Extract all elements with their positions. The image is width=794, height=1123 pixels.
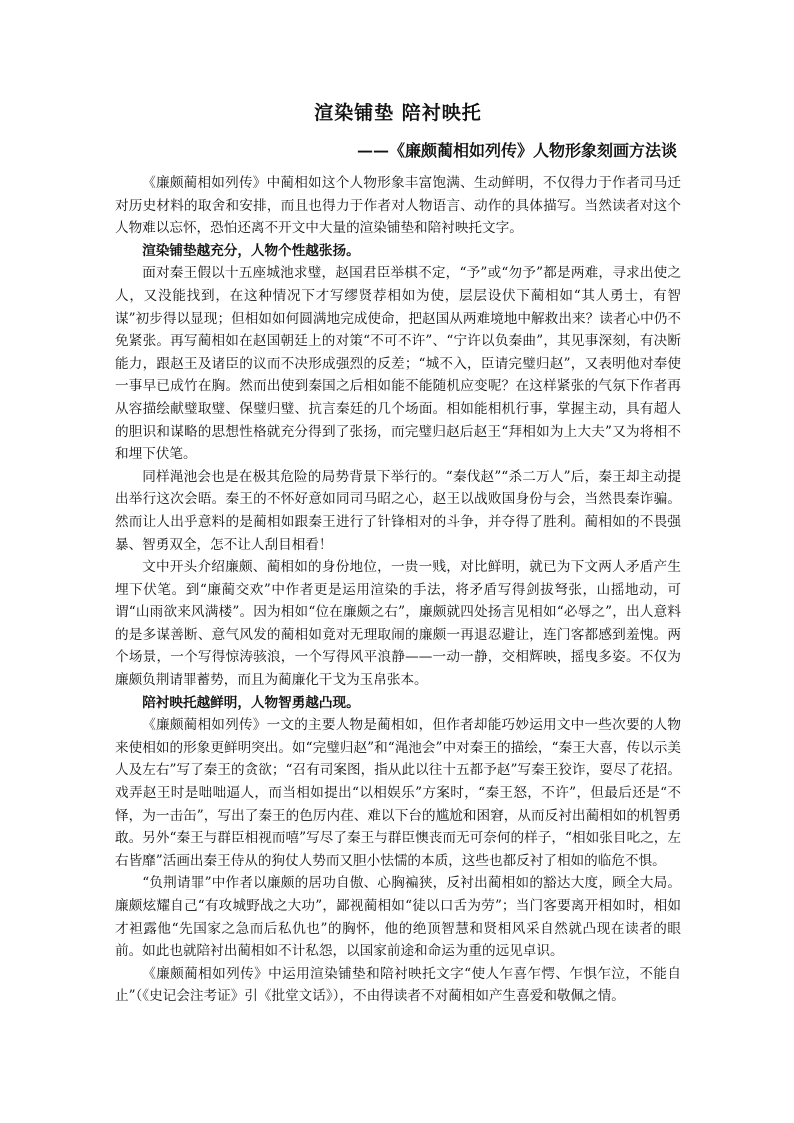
section-heading-contrast: 陪衬映托越鲜明，人物智勇越凸现。: [142, 694, 360, 711]
document-title: 渲染铺垫 陪衬映托: [314, 102, 482, 124]
document-subtitle: ——《廉颇蔺相如列传》人物形象刻画方法谈: [356, 141, 677, 160]
paragraph-mianchi: 同样渑池会也是在极其危险的局势背景下举行的。“秦伐赵”“杀二万人”后，秦王却主动提出举行这次会晤。秦王的不怀好意如同司马昭之心，赵王以战败国身份与会，当然畏秦诈骗。然而让人出乎意料的是蔺相如跟秦王进行了针锋相对的斗争，并夺得了胜利。蔺相如的不畏强暴、智勇双全，怎不让人刮目相看！: [115, 468, 681, 553]
paragraph-wanbi: 面对秦王假以十五座城池求璧，赵国君臣举棋不定，“予”或“勿予”都是两难，寻求出使之人，又没能找到，在这种情况下才写缪贤荐相如为使，层层设伏下蔺相如“其人勇士，有智谋”初步得以显现；但相如如何圆满地完成使命，把赵国从两难境地中解救出来？读者心中仍不免紧张。再写蔺相如在赵国朝廷上的对策“不可不许”、“宁许以负秦曲”，其见事深刻，有决断能力，跟赵王及诸臣的议而不决形成强烈的反差；“城不入，臣请完璧归赵”，又表明他对奉使一事早已成竹在胸。然而出使到秦国之后相如能不能随机应变呢？在这样紧张的气氛下作者再从容描绘献璧取璧、保璧归璧、抗言秦廷的几个场面。相如能相机行事，掌握主动，具有超人的胆识和谋略的思想性格就充分得到了张扬，而完璧归赵后赵王“拜相如为上大夫”又为将相不和埋下伏笔。: [115, 265, 681, 463]
paragraph-conclusion: 《廉颇蔺相如列传》中运用渲染铺垫和陪衬映托文字“使人乍喜乍愕、乍惧乍泣，不能自止”（《史记会注考证》引《批堂文话》），不由得读者不对蔺相如产生喜爱和敬佩之情。: [115, 965, 681, 1005]
paragraph-contrast-status: 文中开头介绍廉颇、蔺相如的身份地位，一贵一贱，对比鲜明，就已为下文两人矛盾产生埋下伏笔。到“廉蔺交欢”中作者更是运用渲染的手法，将矛盾写得剑拔弩张，山摇地动，可谓“山雨欲来风满楼”。因为相如“位在廉颇之右”，廉颇就四处扬言见相如“必辱之”，出人意料的是多谋善断、意气风发的蔺相如竟对无理取闹的廉颇一再退忍避让，连门客都感到羞愧。两个场景，一个写得惊涛骇浪，一个写得风平浪静——一动一静，交相辉映，摇曳多姿。不仅为廉颇负荆请罪蓄势，而且为蔺廉化干戈为玉帛张本。: [115, 559, 681, 689]
document-page: [115, 100, 681, 1008]
paragraph-minor-characters: 《廉颇蔺相如列传》一文的主要人物是蔺相如，但作者却能巧妙运用文中一些次要的人物来使相如的形象更鲜明突出。如“完璧归赵”和“渑池会”中对秦王的描绘，“秦王大喜，传以示美人及左右”写了秦王的贪欲；“召有司案图，指从此以往十五都予赵”写秦王狡诈，耍尽了花招。戏弄赵王时是咄咄逼人，而当相如提出“以相娱乐”方案时，“秦王怒，不许”，但最后还是“不怿，为一击缶”，写出了秦王的色厉内荏、难以下台的尴尬和困窘，从而反衬出蔺相如的机智勇敢。另外“秦王与群臣相视而嘻”写尽了秦王与群臣懊丧而无可奈何的样子，“相如张目叱之，左右皆靡”活画出秦王侍从的狗仗人势而又胆小怯懦的本质，这些也都反衬了相如的临危不惧。: [115, 717, 681, 869]
section-heading-rendering: 渲染铺垫越充分，人物个性越张扬。: [142, 242, 360, 259]
paragraph-fujing: “负荆请罪”中作者以廉颇的居功自傲、心胸褊狭，反衬出蔺相如的豁达大度，顾全大局。廉颇炫耀自己“有攻城野战之大功”，鄙视蔺相如“徒以口舌为劳”；当门客要离开相如时，相如才袒露他“先国家之急而后私仇也”的胸怀，他的绝顶智慧和贤相风采自然就凸现在读者的眼前。如此也就陪衬出蔺相如不计私怨，以国家前途和命运为重的远见卓识。: [115, 875, 681, 960]
paragraph-intro: 《廉颇蔺相如列传》中蔺相如这个人物形象丰富饱满、生动鲜明，不仅得力于作者司马迁对历史材料的取舍和安排，而且也得力于作者对人物语言、动作的具体描写。当然读者对这个人物难以忘怀，恐怕还离不开文中大量的渲染铺垫和陪衬映托文字。: [115, 175, 681, 237]
